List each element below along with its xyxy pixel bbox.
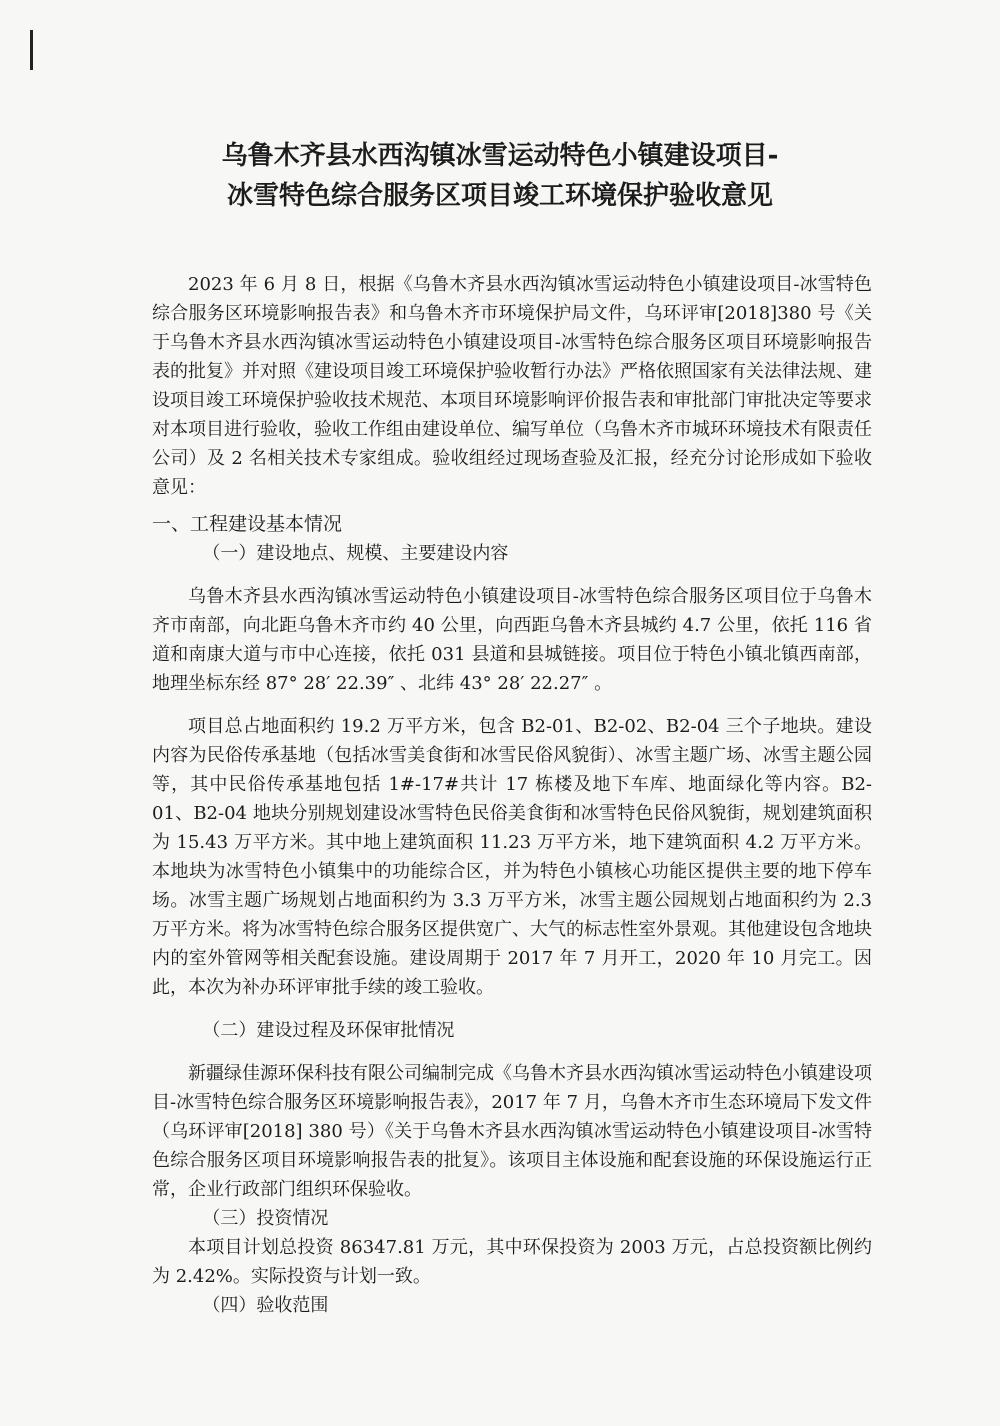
subsection-4-heading: （四）验收范围 [202,1295,329,1316]
intro-paragraph: 2023 年 6 月 8 日，根据《乌鲁木齐县水西沟镇冰雪运动特色小镇建设项目-冰雪特色综合服务区环境影响报告表》和乌鲁木齐市环境保护局文件，乌环评审[2018]380 号《关于乌鲁木齐县水西沟镇冰雪运动特色小镇建设项目-冰雪特色综合服务区项目环境影响报告表的批复》并对照《建设项目竣工环境保护验收暂行办法》严格依照国家有关法律法规、建设项目竣工环境保护验收技术规范、本项目环境影响评价报告表和审批部门审批决定等要求对本项目进行验收，验收工作组由建设单位、编写单位（乌鲁木齐市城环环境技术有限责任公司）及 2 名相关技术专家组成。验收组经过现场查验及汇报，经充分讨论形成如下验收意见： [152,274,872,498]
investment-paragraph: 本项目计划总投资 86347.81 万元，其中环保投资为 2003 万元，占总投资额比例约为 2.42%。实际投资与计划一致。 [152,1237,872,1287]
subsection-3-heading: （三）投资情况 [202,1208,329,1229]
location-paragraph: 乌鲁木齐县水西沟镇冰雪运动特色小镇建设项目-冰雪特色综合服务区项目位于乌鲁木齐市南部，向北距乌鲁木齐市约 40 公里，向西距乌鲁木齐县城约 4.7 公里，依托 116 省道和南康大道与市中心连接，依托 031 县道和县城链接。项目位于特色小镇北镇西南部，地理坐标东经 87° 28′ 22.39″ 、北纬 43° 28′ 22.27″ 。 [152,586,872,694]
subsection-2-heading: （二）建设过程及环保审批情况 [202,1020,455,1041]
approval-paragraph: 新疆绿佳源环保科技有限公司编制完成《乌鲁木齐县水西沟镇冰雪运动特色小镇建设项目-冰雪特色综合服务区环境影响报告表》，2017 年 7 月，乌鲁木齐市生态环境局下发文件（乌环评审[2018] 380 号）《关于乌鲁木齐县水西沟镇冰雪运动特色小镇建设项目-冰雪特色综合服务区项目环境影响报告表的批复》。该项目主体设施和配套设施的环保设施运行正常，企业行政部门组织环保验收。 [152,1063,872,1200]
title-line-1: 乌鲁木齐县水西沟镇冰雪运动特色小镇建设项目- [221,141,779,171]
subsection-1-heading: （一）建设地点、规模、主要建设内容 [202,543,509,564]
document-body [152,270,872,1320]
section-1-heading: 一、工程建设基本情况 [152,513,343,535]
page-edge-mark [30,30,33,70]
page-title [0,136,1000,216]
title-line-2: 冰雪特色综合服务区项目竣工环境保护验收意见 [226,181,773,211]
scale-paragraph: 项目总占地面积约 19.2 万平方米，包含 B2-01、B2-02、B2-04 三个子地块。建设内容为民俗传承基地（包括冰雪美食街和冰雪民俗风貌街）、冰雪主题广场、冰雪主题公园等，其中民俗传承基地包括 1#-17#共计 17 栋楼及地下车库、地面绿化等内容。B2-01、B2-04 地块分别规划建设冰雪特色民俗美食街和冰雪特色民俗风貌街，规划建筑面积为 15.43 万平方米。其中地上建筑面积 11.23 万平方米，地下建筑面积 4.2 万平方米。本地块为冰雪特色小镇集中的功能综合区，并为特色小镇核心功能区提供主要的地下停车场。冰雪主题广场规划占地面积约为 3.3 万平方米，冰雪主题公园规划占地面积约为 2.3 万平方米。将为冰雪特色综合服务区提供宽广、大气的标志性室外景观。其他建设包含地块内的室外管网等相关配套设施。建设周期于 2017 年 7 月开工，2020 年 10 月完工。因此，本次为补办环评审批手续的竣工验收。 [152,716,872,998]
